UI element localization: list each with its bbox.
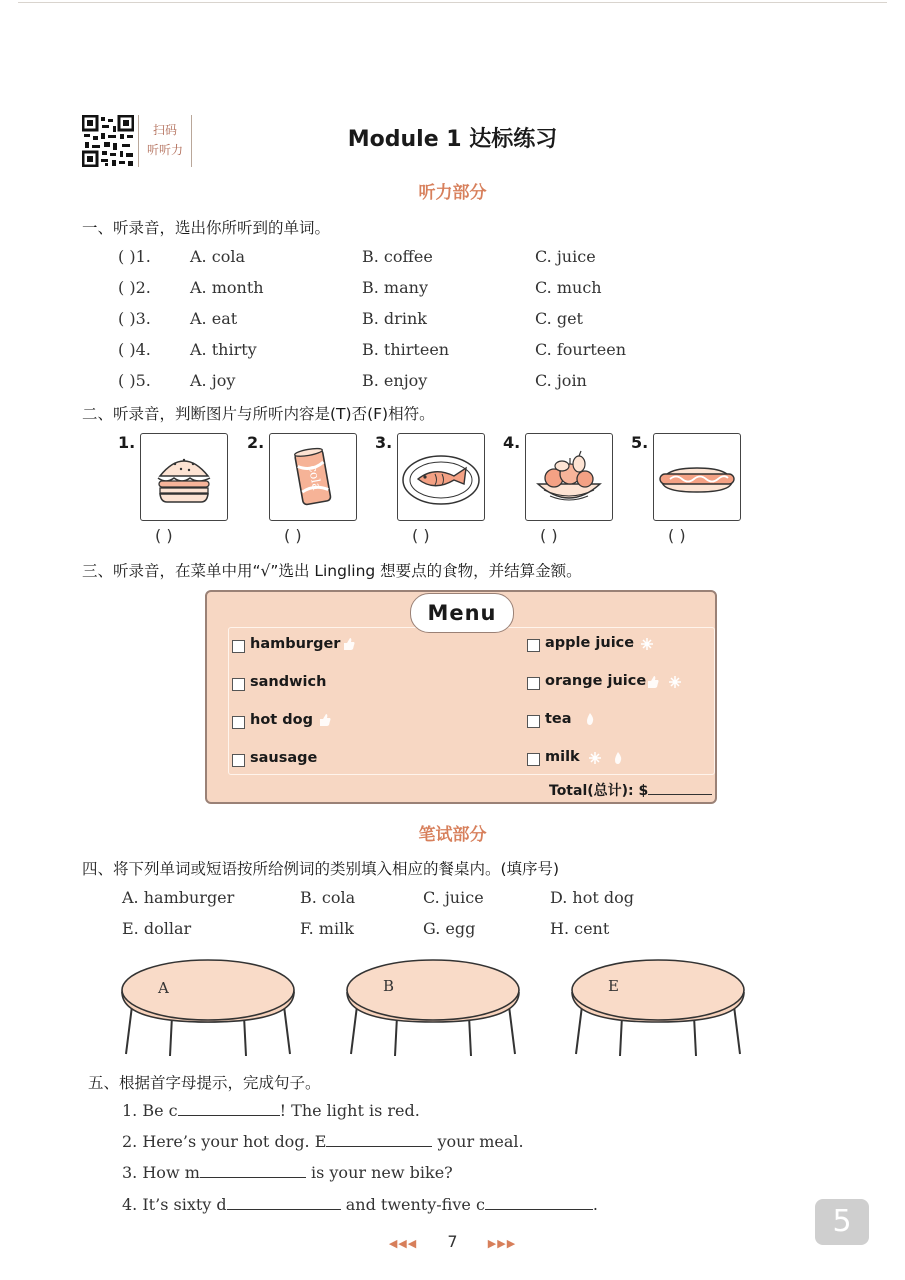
- q5-sentence-1: 1. Be c ! The light is red.: [122, 1101, 420, 1120]
- q5-blank-3[interactable]: [200, 1163, 306, 1178]
- q5-sentence-2: 2. Here’s your hot dog. E your meal.: [122, 1132, 524, 1151]
- q1-item-4-option-b: B. thirteen: [362, 340, 450, 359]
- picture-5-answer[interactable]: ( ): [668, 526, 686, 545]
- picture-2-answer[interactable]: ( ): [284, 526, 302, 545]
- table-a-label: A: [158, 979, 169, 997]
- q4-word-h: H. cent: [550, 919, 610, 938]
- checkbox-milk[interactable]: [527, 753, 540, 766]
- picture-1-number: 1.: [118, 433, 136, 452]
- q4-word-f: F. milk: [300, 919, 354, 938]
- picture-3-answer[interactable]: ( ): [412, 526, 430, 545]
- menu-item-hot-dog: hot dog: [250, 712, 313, 728]
- q1-item-3-number[interactable]: ( )3.: [118, 309, 151, 328]
- picture-3-frame: [397, 433, 485, 521]
- question-2-title: 二、听录音，判断图片与所听内容是(T)否(F)相符。: [82, 405, 435, 423]
- top-rule: [18, 2, 887, 3]
- q5-blank-4b[interactable]: [485, 1195, 593, 1210]
- menu-title: Menu: [410, 593, 514, 633]
- picture-4-number: 4.: [503, 433, 521, 452]
- flame-icon: [583, 712, 597, 726]
- q1-item-4-option-c: C. fourteen: [535, 340, 627, 359]
- menu-item-tea: tea: [545, 711, 572, 727]
- q1-item-5-option-a: A. joy: [190, 371, 236, 390]
- q4-word-b: B. cola: [300, 888, 356, 907]
- picture-1-answer[interactable]: ( ): [155, 526, 173, 545]
- menu-item-orange-juice: orange juice: [545, 673, 647, 689]
- flame-icon: [611, 751, 625, 765]
- q1-item-2-option-a: A. month: [190, 278, 264, 297]
- q1-item-5-number[interactable]: ( )5.: [118, 371, 151, 390]
- left-arrows-icon: ◀◀◀: [388, 1237, 418, 1250]
- q4-word-e: E. dollar: [122, 919, 192, 938]
- q1-item-3-option-c: C. get: [535, 309, 583, 328]
- question-1-title: 一、听录音，选出你所听到的单词。: [82, 219, 331, 237]
- checkbox-tea[interactable]: [527, 715, 540, 728]
- fruit-bowl-icon: [526, 434, 612, 520]
- q4-word-d: D. hot dog: [550, 888, 634, 907]
- question-4-title: 四、将下列单词或短语按所给例词的类别填入相应的餐桌内。(填序号): [82, 860, 560, 878]
- q1-item-2-option-b: B. many: [362, 278, 428, 297]
- q1-item-3-option-a: A. eat: [190, 309, 238, 328]
- cola-can-icon: [270, 434, 356, 520]
- q4-word-c: C. juice: [423, 888, 484, 907]
- dining-table-b[interactable]: [343, 950, 523, 1060]
- picture-1-frame: [140, 433, 228, 521]
- q1-item-2-option-c: C. much: [535, 278, 602, 297]
- snowflake-icon: [668, 675, 682, 689]
- q4-word-g: G. egg: [423, 919, 476, 938]
- picture-4-frame: [525, 433, 613, 521]
- checkbox-orange-juice[interactable]: [527, 677, 540, 690]
- page-title: Module 1 达标练习: [347, 127, 558, 152]
- menu-total-label: Total(总计): $: [549, 780, 712, 800]
- dining-table-a[interactable]: [118, 950, 298, 1060]
- picture-2-frame: [269, 433, 357, 521]
- picture-5-number: 5.: [631, 433, 649, 452]
- thumb-up-icon: [318, 713, 332, 727]
- picture-3-number: 3.: [375, 433, 393, 452]
- thumb-up-icon: [646, 675, 660, 689]
- menu-item-hamburger: hamburger: [250, 636, 341, 652]
- q1-item-5-option-c: C. join: [535, 371, 587, 390]
- menu-item-milk: milk: [545, 749, 580, 765]
- menu-item-sausage: sausage: [250, 750, 318, 766]
- writing-heading: 笔试部分: [418, 825, 487, 845]
- q5-blank-2[interactable]: [326, 1132, 432, 1147]
- picture-4-answer[interactable]: ( ): [540, 526, 558, 545]
- q5-sentence-4: 4. It’s sixty d and twenty-five c .: [122, 1195, 598, 1214]
- right-arrows-icon: ▶▶▶: [487, 1237, 517, 1250]
- page-badge: 5: [815, 1199, 869, 1245]
- menu-total-blank[interactable]: [648, 780, 712, 795]
- q5-sentence-3: 3. How m is your new bike?: [122, 1163, 453, 1182]
- snowflake-icon: [588, 751, 602, 765]
- question-3-title: 三、听录音，在菜单中用“√”选出 Lingling 想要点的食物，并结算金额。: [82, 562, 582, 580]
- scan-to-listen-label: 扫码 听听力: [138, 115, 192, 167]
- hamburger-icon: [141, 434, 227, 520]
- q5-blank-1[interactable]: [178, 1101, 280, 1116]
- q1-item-5-option-b: B. enjoy: [362, 371, 428, 390]
- picture-2-number: 2.: [247, 433, 265, 452]
- checkbox-apple-juice[interactable]: [527, 639, 540, 652]
- q1-item-1-option-a: A. cola: [190, 247, 245, 266]
- q1-item-1-option-b: B. coffee: [362, 247, 433, 266]
- question-5-title: 五、根据首字母提示，完成句子。: [88, 1074, 321, 1092]
- menu-item-apple-juice: apple juice: [545, 635, 635, 651]
- q1-item-4-number[interactable]: ( )4.: [118, 340, 151, 359]
- q1-item-1-option-c: C. juice: [535, 247, 596, 266]
- menu-item-sandwich: sandwich: [250, 674, 327, 690]
- q1-item-4-option-a: A. thirty: [190, 340, 257, 359]
- snowflake-icon: [640, 637, 654, 651]
- q4-word-a: A. hamburger: [122, 888, 235, 907]
- picture-5-frame: [653, 433, 741, 521]
- dining-table-e[interactable]: [568, 950, 748, 1060]
- fish-plate-icon: [398, 434, 484, 520]
- cola-can-text: cola: [305, 464, 325, 492]
- q1-item-2-number[interactable]: ( )2.: [118, 278, 151, 297]
- checkbox-sandwich[interactable]: [232, 678, 245, 691]
- table-b-label: B: [383, 977, 395, 995]
- page-number: 7: [447, 1232, 458, 1251]
- checkbox-sausage[interactable]: [232, 754, 245, 767]
- q5-blank-4a[interactable]: [227, 1195, 341, 1210]
- page-footer: [0, 1232, 905, 1251]
- thumb-up-icon: [342, 637, 356, 651]
- checkbox-hot-dog[interactable]: [232, 716, 245, 729]
- table-e-label: E: [608, 977, 619, 995]
- hot-dog-icon: [654, 434, 740, 520]
- q1-item-3-option-b: B. drink: [362, 309, 427, 328]
- listening-heading: 听力部分: [418, 183, 487, 203]
- q1-item-1-number[interactable]: ( )1.: [118, 247, 151, 266]
- checkbox-hamburger[interactable]: [232, 640, 245, 653]
